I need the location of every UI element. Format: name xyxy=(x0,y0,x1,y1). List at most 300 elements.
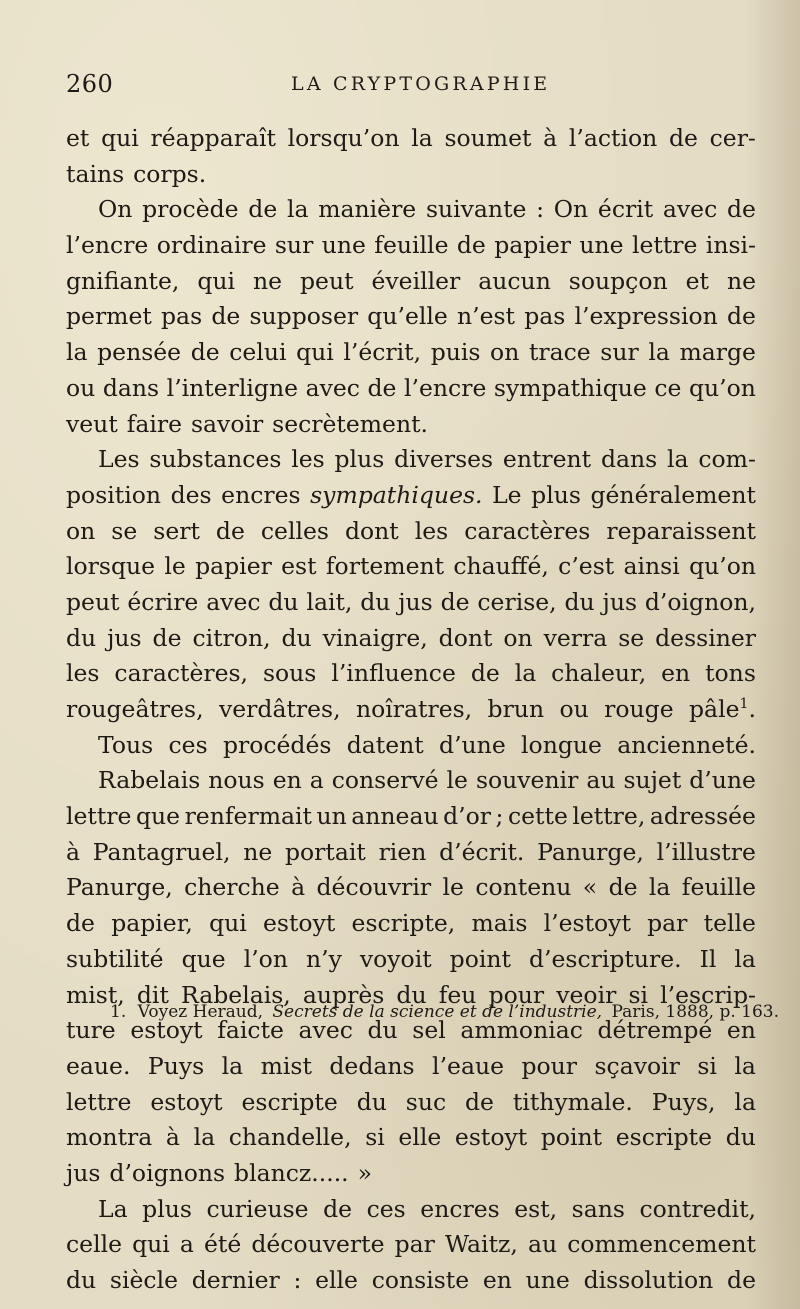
word: eaue. xyxy=(66,1051,131,1080)
word: mais xyxy=(471,909,528,938)
text-line xyxy=(66,371,756,407)
text-line xyxy=(66,621,756,657)
word: la xyxy=(286,195,309,224)
word: est, xyxy=(514,1194,558,1223)
word: permet xyxy=(66,302,152,331)
word: Panurge, xyxy=(537,837,644,866)
word: tithymale. xyxy=(512,1087,633,1116)
text-line xyxy=(66,1120,756,1156)
word: de xyxy=(456,231,486,260)
word: blancz..... xyxy=(234,1158,349,1187)
word: jus xyxy=(107,623,142,652)
word: fortement xyxy=(325,552,445,581)
word: par xyxy=(394,1230,435,1259)
word: plus xyxy=(142,1194,192,1223)
text-line xyxy=(66,728,756,764)
word: l’estoyt xyxy=(543,909,631,938)
text-line xyxy=(66,1049,756,1085)
word: écrire xyxy=(127,587,199,616)
word: sujet xyxy=(623,766,682,795)
word: conservé xyxy=(331,766,439,795)
word: si xyxy=(365,1123,385,1152)
word: d’une xyxy=(439,730,506,759)
word: pâle$^1$. xyxy=(689,695,756,723)
word: nous xyxy=(208,766,265,795)
word: insi- xyxy=(705,231,756,260)
word: détrempé xyxy=(597,1016,713,1045)
word: pour xyxy=(488,980,545,1009)
word: feuille xyxy=(681,873,756,902)
word: de xyxy=(215,516,245,545)
word: substances xyxy=(149,445,282,474)
word: Puys xyxy=(147,1051,205,1080)
word: est xyxy=(281,552,317,581)
word: la xyxy=(193,1123,216,1152)
word: pensée xyxy=(97,338,182,367)
word: l’encre xyxy=(66,231,149,260)
word: la xyxy=(667,445,689,474)
word: noîratres, xyxy=(355,695,473,723)
word: mist, xyxy=(66,980,125,1009)
word: à xyxy=(543,124,558,152)
footnote-suffix: Paris, 1888, p. 163. xyxy=(611,1002,780,1022)
word: lettre, xyxy=(572,802,646,831)
text-line xyxy=(66,407,756,443)
word: dont xyxy=(344,516,399,545)
word: portait xyxy=(284,837,366,866)
word: sel xyxy=(412,1016,446,1045)
word: de xyxy=(726,195,756,224)
word: sympathique xyxy=(493,373,647,402)
word: n’y xyxy=(305,944,342,973)
word: de xyxy=(367,373,397,402)
word: caractères xyxy=(464,516,591,545)
word: pas xyxy=(161,302,203,331)
word: cer- xyxy=(709,124,756,152)
word: Panurge, xyxy=(66,873,173,902)
text-line xyxy=(66,763,756,799)
word: lettre xyxy=(631,231,698,260)
word: com- xyxy=(698,445,756,474)
word: c’est xyxy=(558,552,615,581)
word: « xyxy=(582,873,598,902)
word: l’on xyxy=(243,944,288,973)
word: d’une xyxy=(689,766,756,795)
word: estoyt xyxy=(130,1016,203,1045)
text-line xyxy=(66,549,756,585)
word: sous xyxy=(262,659,317,688)
word: généralement xyxy=(590,480,756,509)
word: les xyxy=(66,659,100,688)
word: le xyxy=(446,766,468,795)
word: le xyxy=(442,873,464,902)
word: de xyxy=(726,302,756,331)
word: du xyxy=(396,980,427,1009)
word: lettre xyxy=(66,802,132,831)
word: été xyxy=(203,1230,242,1259)
word: consiste xyxy=(371,1266,470,1294)
word: de xyxy=(323,1194,353,1223)
word: mist xyxy=(260,1051,312,1080)
word: du xyxy=(281,623,312,652)
word: dans xyxy=(600,445,658,474)
word: jus xyxy=(602,587,638,616)
word: datent xyxy=(346,730,424,759)
word: la xyxy=(648,338,670,367)
word: soupçon xyxy=(568,266,668,295)
word: à xyxy=(291,873,306,902)
word: l’encre xyxy=(404,373,487,402)
word: renfermait xyxy=(184,802,312,831)
word: citron, xyxy=(192,623,271,652)
word: escripte xyxy=(615,1123,713,1152)
word: de xyxy=(727,1266,756,1294)
word: au xyxy=(586,766,616,795)
word: la xyxy=(514,659,537,688)
word: en xyxy=(272,766,302,795)
word: d’or xyxy=(443,802,492,831)
word: ancienneté. xyxy=(617,730,756,759)
word: veoir xyxy=(556,980,617,1009)
word: découverte xyxy=(251,1230,385,1259)
word: de xyxy=(608,873,638,902)
word: cherche xyxy=(184,873,280,902)
word: La xyxy=(98,1194,128,1223)
word: celui xyxy=(229,338,287,367)
word: longue xyxy=(521,730,602,759)
word: des xyxy=(170,480,212,509)
word: estoyt xyxy=(454,1123,528,1152)
word: Puys, xyxy=(651,1087,716,1116)
word: cette xyxy=(507,802,568,831)
word: de xyxy=(66,909,95,938)
text-line xyxy=(66,942,756,978)
word: secrètement. xyxy=(272,409,429,438)
word: ces xyxy=(168,730,208,759)
word: papier xyxy=(195,552,272,581)
word: manière xyxy=(318,195,417,224)
word: de xyxy=(152,623,182,652)
word: feuille xyxy=(374,231,449,260)
word: elle xyxy=(315,1266,358,1294)
word: faicte xyxy=(217,1016,284,1045)
word: subtilité xyxy=(66,944,164,973)
word: pour xyxy=(521,1051,578,1080)
word: jus xyxy=(66,1158,101,1187)
word: à xyxy=(66,837,81,866)
word: du xyxy=(360,587,391,616)
word: plus xyxy=(334,445,385,474)
word: rien xyxy=(378,837,427,866)
footnote-prefix: Voyez Heraud, xyxy=(137,1002,263,1022)
word: supposer xyxy=(249,302,359,331)
word: soumet xyxy=(444,124,532,152)
word: sur xyxy=(274,231,314,260)
word: point xyxy=(449,944,511,973)
word: une xyxy=(579,231,624,260)
word: qui xyxy=(197,266,236,295)
word: de xyxy=(248,195,278,224)
word: avec xyxy=(206,587,261,616)
word: qui xyxy=(101,124,139,152)
word: Rabelais, xyxy=(181,980,291,1009)
word: ne xyxy=(726,266,756,295)
word: découvrir xyxy=(316,873,432,902)
word: la xyxy=(734,1087,756,1116)
text-line xyxy=(66,585,756,621)
word: l’expression xyxy=(574,302,718,331)
text-line xyxy=(66,1085,756,1121)
word: savoir xyxy=(190,409,264,438)
word: ainsi xyxy=(623,552,680,581)
text-line xyxy=(66,692,756,728)
word: d’oignon, xyxy=(644,587,756,616)
word: du xyxy=(66,623,97,652)
word: une xyxy=(525,1266,570,1294)
word: qui xyxy=(132,1230,170,1259)
word: commencement xyxy=(567,1230,756,1259)
word: et xyxy=(685,266,709,295)
word: on xyxy=(490,338,520,367)
word: suivante xyxy=(425,195,527,224)
word: l’illustre xyxy=(656,837,756,866)
word: par xyxy=(647,909,688,938)
word: ou xyxy=(559,695,589,723)
word: anneau xyxy=(351,802,439,831)
word: veut xyxy=(66,409,118,438)
word: : xyxy=(536,195,545,224)
word: » xyxy=(357,1158,372,1187)
word: pas xyxy=(524,302,566,331)
word: verra xyxy=(543,623,608,652)
word: du xyxy=(367,1016,398,1045)
word: dernier xyxy=(191,1266,280,1294)
word: Tous xyxy=(98,730,154,759)
word: la xyxy=(734,944,756,973)
page-header xyxy=(66,70,766,110)
word: chaleur, xyxy=(551,659,647,688)
word: celle xyxy=(66,1230,123,1259)
word: on xyxy=(503,623,533,652)
word: suc xyxy=(405,1087,447,1116)
text-line xyxy=(66,228,756,264)
text-line xyxy=(66,335,756,371)
word: faire xyxy=(126,409,183,438)
word: gnifiante, xyxy=(66,266,180,295)
word: celles xyxy=(260,516,329,545)
word: se xyxy=(111,516,138,545)
word: sçavoir xyxy=(594,1051,680,1080)
word: diverses xyxy=(394,445,494,474)
word: auprès xyxy=(302,980,385,1009)
word: montra xyxy=(66,1123,153,1152)
word: lorsqu’on xyxy=(287,124,400,152)
text-line xyxy=(66,192,756,228)
word: la xyxy=(411,124,433,152)
text-line xyxy=(66,1263,756,1299)
word: Rabelais xyxy=(98,766,201,795)
text-line xyxy=(66,514,756,550)
word: un xyxy=(316,802,347,831)
word: du xyxy=(66,1266,97,1294)
word: trace xyxy=(528,338,591,367)
word: adressée xyxy=(649,802,756,831)
word: au xyxy=(527,1230,558,1259)
word: puis xyxy=(430,338,481,367)
word: vinaigre, xyxy=(322,623,428,652)
word: une xyxy=(321,231,366,260)
word: Pantagruel, xyxy=(92,837,231,866)
word: estoyt xyxy=(150,1087,223,1116)
text-line xyxy=(66,1192,756,1228)
word: avec xyxy=(662,195,718,224)
word: l’action xyxy=(568,124,658,152)
word: de xyxy=(190,338,220,367)
word: papier, xyxy=(111,909,193,938)
running-title: LA CRYPTOGRAPHIE xyxy=(291,73,551,95)
word: tons xyxy=(705,659,756,688)
word: dedans xyxy=(329,1051,415,1080)
body-text xyxy=(66,121,756,1299)
word: point xyxy=(540,1123,603,1152)
text-line xyxy=(66,906,756,942)
word: d’écrit. xyxy=(439,837,525,866)
word: en xyxy=(661,659,691,688)
footnote-source-title: Secrets de la science et de l’industrie, xyxy=(272,1002,603,1022)
word: escripte, xyxy=(351,909,456,938)
word: les xyxy=(291,445,325,474)
word: les xyxy=(414,516,449,545)
word: l’escrip- xyxy=(660,980,756,1009)
word: la xyxy=(66,338,88,367)
word: : xyxy=(293,1266,302,1294)
word: en xyxy=(482,1266,512,1294)
word: dit xyxy=(136,980,169,1009)
word: ordinaire xyxy=(156,231,267,260)
word: qui xyxy=(296,338,334,367)
word: caractères, xyxy=(114,659,249,688)
word: de xyxy=(668,124,698,152)
word: Le xyxy=(492,480,522,509)
word: a xyxy=(309,766,324,795)
word: aucun xyxy=(478,266,551,295)
word: On xyxy=(98,195,133,224)
word: à xyxy=(165,1123,180,1152)
text-line xyxy=(66,442,756,478)
text-line xyxy=(66,1156,756,1192)
word: ou xyxy=(66,373,96,402)
word: avec xyxy=(305,373,360,402)
word: d’escripture. xyxy=(528,944,682,973)
word: et xyxy=(66,124,90,152)
word: de xyxy=(211,302,241,331)
word: si xyxy=(697,1051,717,1080)
word: Waitz, xyxy=(444,1230,518,1259)
word: de xyxy=(440,587,470,616)
word: estoyt xyxy=(263,909,336,938)
text-line xyxy=(66,835,756,871)
word: éveiller xyxy=(371,266,461,295)
word: contredit, xyxy=(639,1194,756,1223)
word: encres xyxy=(420,1194,500,1223)
text-line xyxy=(66,656,756,692)
text-line xyxy=(66,299,756,335)
word: si xyxy=(628,980,649,1009)
word: ne xyxy=(243,837,273,866)
word: se xyxy=(618,623,645,652)
word: souvenir xyxy=(475,766,579,795)
word: voyoit xyxy=(359,944,432,973)
word: du xyxy=(268,587,299,616)
word: sert xyxy=(153,516,200,545)
word: brun xyxy=(487,695,545,723)
word: n’est xyxy=(456,302,515,331)
word: On xyxy=(553,195,589,224)
word: le xyxy=(164,552,186,581)
word: feu xyxy=(438,980,477,1009)
word: du xyxy=(356,1087,387,1116)
word: ce xyxy=(654,373,682,402)
word: papier xyxy=(494,231,571,260)
word: la xyxy=(734,1051,756,1080)
word: écrit xyxy=(597,195,654,224)
word: réapparaît xyxy=(150,124,276,152)
word: dissolution xyxy=(583,1266,714,1294)
word: ne xyxy=(252,266,283,295)
text-line xyxy=(66,264,756,300)
word: l’écrit, xyxy=(343,338,422,367)
word: qui xyxy=(209,909,247,938)
word: dans xyxy=(102,373,160,402)
word: curieuse xyxy=(206,1194,309,1223)
word: la xyxy=(221,1051,244,1080)
text-line xyxy=(66,1227,756,1263)
text-line xyxy=(66,157,756,193)
word: elle xyxy=(398,1123,442,1152)
text-line xyxy=(66,121,756,157)
word: a xyxy=(179,1230,194,1259)
footnote xyxy=(110,1002,780,1022)
word: rougeâtres, xyxy=(66,695,204,723)
word: procédés xyxy=(222,730,332,759)
word: sur xyxy=(600,338,639,367)
word: qu’elle xyxy=(367,302,448,331)
word: lettre xyxy=(66,1087,132,1116)
word: de xyxy=(465,1087,494,1116)
word: rouge xyxy=(604,695,674,723)
word: Les xyxy=(98,445,140,474)
word: sympathiques. xyxy=(310,480,483,509)
word: dont xyxy=(438,623,493,652)
word: l’eaue xyxy=(432,1051,504,1080)
word: du xyxy=(725,1123,756,1152)
word: dessiner xyxy=(655,623,756,652)
word: lait, xyxy=(306,587,353,616)
word: ces xyxy=(366,1194,406,1223)
word: entrent xyxy=(502,445,592,474)
word: plus xyxy=(531,480,581,509)
word: l’interligne xyxy=(166,373,299,402)
word: on xyxy=(66,516,96,545)
word: qu’on xyxy=(688,373,756,402)
word: peut xyxy=(66,587,120,616)
word: marge xyxy=(679,338,756,367)
word: chauffé, xyxy=(453,552,549,581)
word: tains xyxy=(66,159,125,188)
word: en xyxy=(726,1016,756,1045)
word: Il xyxy=(699,944,717,973)
word: l’influence xyxy=(331,659,456,688)
